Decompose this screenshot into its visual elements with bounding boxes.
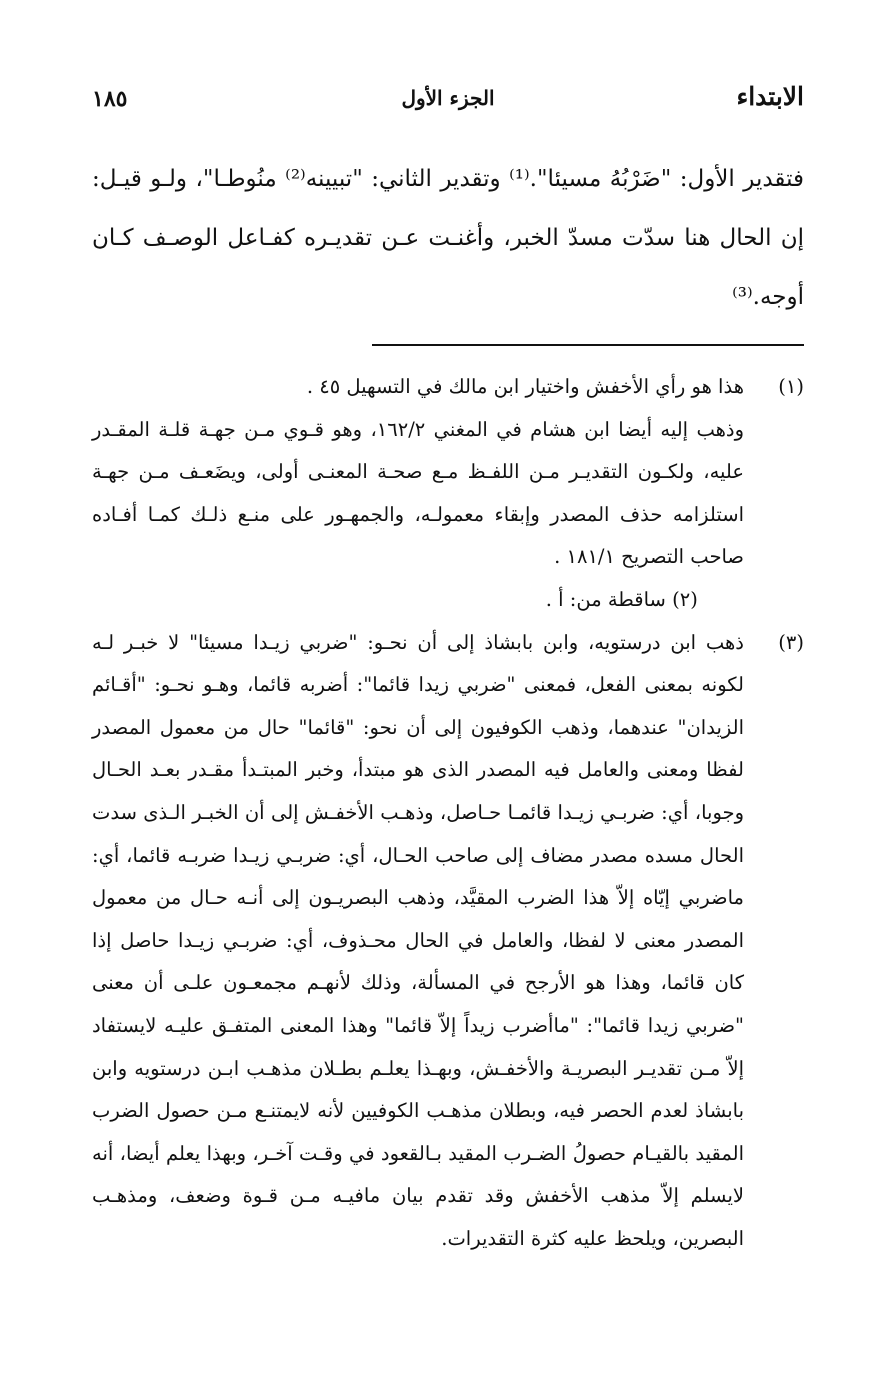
main-line: إن الحال هنا سدّت مسدّ الخبر، وأغنـت عـن تقديـره كفـاعل الوصـف كـان [92,225,804,251]
footnote-1 [92,366,804,622]
part-title: الجزء الأول [401,86,495,110]
footnote-number: (١) [778,375,804,398]
footnote-2-line [92,579,744,622]
footnote-text: هذا هو رأي الأخفش واختيار ابن مالك في التسهيل ٤٥ . وذهب إليه أيضا ابن هشام في المغني ١٦٢/٢، وهو قـوي مـن جهـة قلـة المقـدر عليه، ولكـون التقديـر مـن اللفـظ مـع صحـة المعنـى أولى، ويضَعـف مـن جهـة استلزامه حذف المصدر وإبقاء معمولـه، والجمهـور على منـع ذلـك كمـا أفـاده صاحب التصريح ١٨١/١ . [92,375,745,569]
footnote-text: ذهب ابن درستويه، وابن بابشاذ إلى أن نحـو: "ضربي زيـدا مسيئا" لا خبـر لـه لكونه بمعنى الفعل، فمعنى "ضربي زيدا قائما": أضربه قائما، وهـو نحـو: "أقـائم الزيدان" عندهما، وذهب الكوفيون إلى أن نحو: "قائما" حال من معمول المصدر لفظا ومعنى والعامل فيه المصدر الذى هو مبتدأ، وخبر المبتـدأ مقـدر بعـد الحـال وجوبا، أي: ضربـي زيـدا قائمـا حـاصل، وذهـب الأخفـش إلى أن الخبـر الـذى سدت الحال مسده مصدر مضاف إلى صاحب الحـال، أي: ضربـي زيـدا ضربـه قائما، أي: ماضربي إيّاه إلاّ هذا الضرب المقيَّد، وذهب البصريـون إلى أنـه حـال من معمول المصدر معنى لا لفظا، والعامل في الحال محـذوف، أي: ضربـي زيـدا حاصل إذا كان قائما، وهذا هو الأرجح في المسألة، وذلك لأنهـم مجمعـون علـى أن معنى "ضربي زيدا قائما": "ماأضرب زيداً إلاّ قائما" وهذا المعنى المتفـق عليـه لايستفاد إلاّ مـن تقديـر البصريـة والأخفـش، وبهـذا يعلـم بطـلان مذهـب ابـن درستويه وابن بابشاذ لعدم الحصر فيه، وبطلان مذهـب الكوفيين لأنه لايمتنـع مـن حصول الضرب المقيد بالقيـام حصولُ الضـرب المقيد بـالقعود في وقـت آخـر، وبهذا يعلم أيضا، أنه لايسلم إلاّ مذهب الأخفش وقد تقدم بيان مافيـه مـن قـوة وضعف، ومذهـب البصرين، ويلحظ عليه كثرة التقديرات. [92,630,744,1250]
footnotes [92,366,804,1260]
footnote-number: (٣) [778,630,804,654]
footnote-text: ساقطة من: أ . [545,587,666,611]
main-line: أوجه.⁽³⁾ [732,284,804,310]
page-number: ١٨٥ [92,86,128,112]
main-line: فتقدير الأول: "ضَرْبُهُ مسيئا".⁽¹⁾ وتقدير الثاني: "تبيينه⁽²⁾ منُوطـا"، ولـو قيـل: [92,166,805,192]
page-header [92,82,804,122]
footnote-separator [372,344,804,346]
main-text [92,150,804,327]
footnote-number: (٢) [672,587,698,611]
chapter-title: الابتداء [736,82,804,111]
footnote-3 [92,622,804,1261]
